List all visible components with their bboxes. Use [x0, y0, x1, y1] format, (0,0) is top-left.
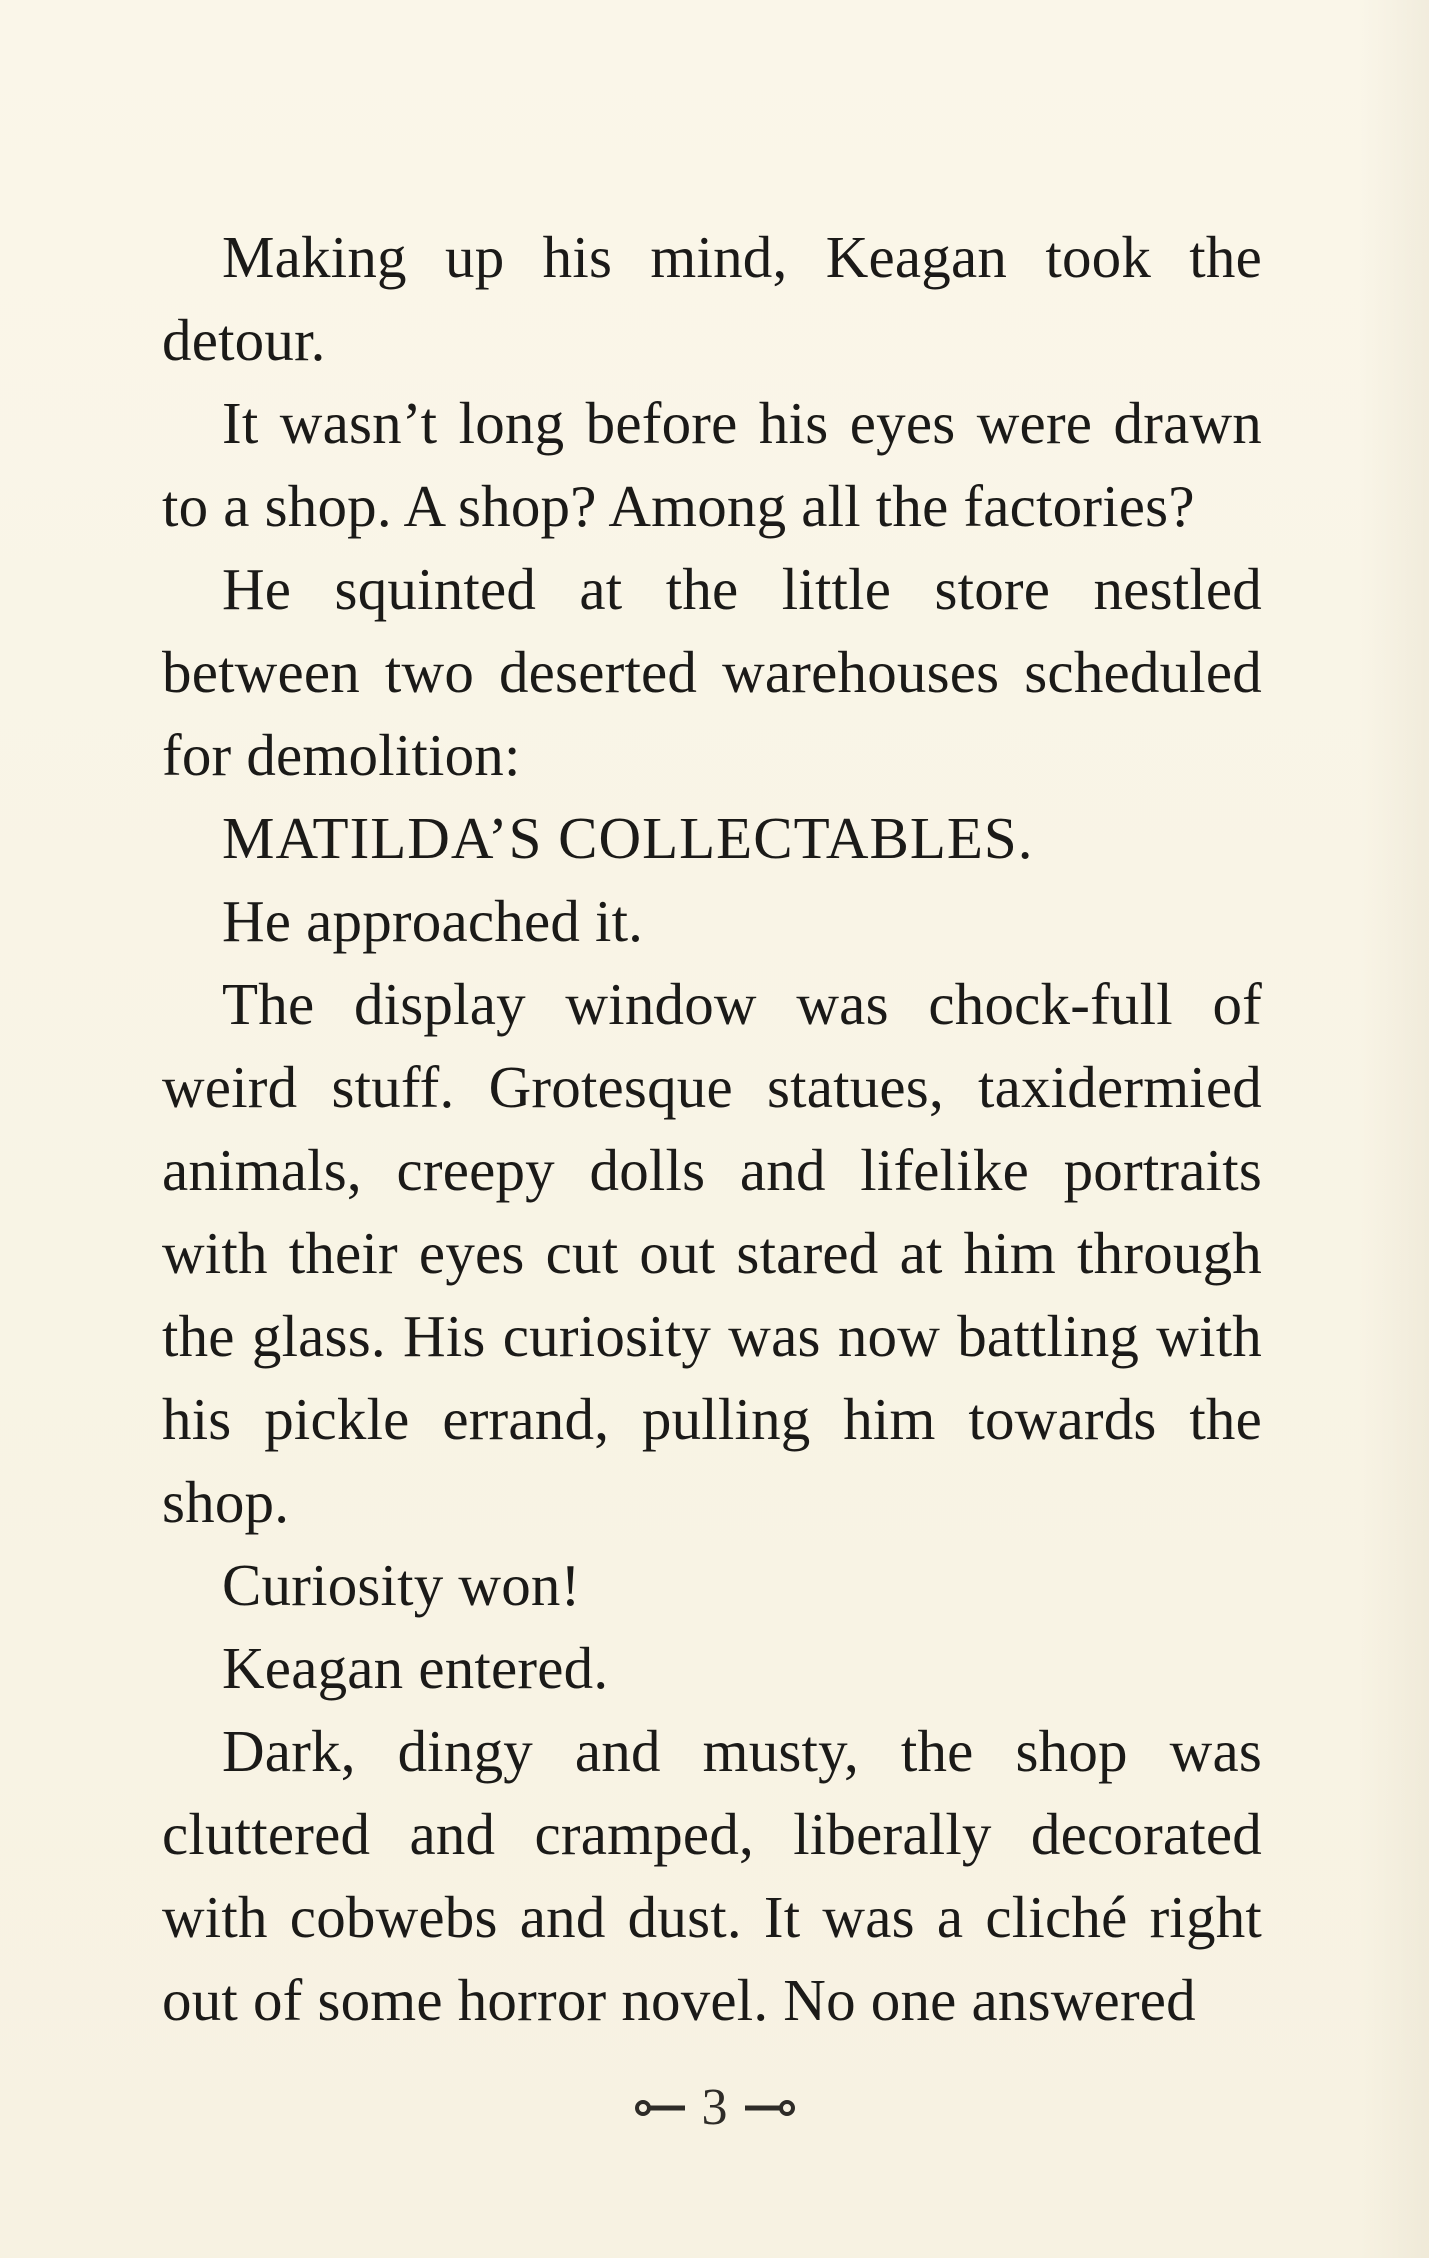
- page-edge-shadow: [1359, 0, 1429, 2258]
- page-footer: [0, 2078, 1429, 2137]
- paragraph: The display window was chock-full of weird stuff. Grotesque statues, taxidermied animals, creepy dolls and lifelike portraits with their eyes cut out stared at him through the glass. His curiosity was now battling with his pickle errand, pulling him towards the shop.: [162, 971, 1262, 1535]
- paragraph: It wasn’t long before his eyes were drawn to a shop. A shop? Among all the factories?: [162, 390, 1262, 539]
- paragraph: Curiosity won!: [222, 1552, 581, 1618]
- page-number: 3: [701, 2079, 728, 2136]
- paragraph: Making up his mind, Keagan took the detour.: [162, 224, 1262, 373]
- paragraph: Keagan entered.: [222, 1635, 609, 1701]
- key-left-icon: [634, 2097, 688, 2119]
- paragraph: He approached it.: [222, 888, 644, 954]
- paragraph: Dark, dingy and musty, the shop was cluttered and cramped, liberally decorated with cobwebs and dust. It was a cliché right out of some horror novel. No one answered: [162, 1718, 1262, 2033]
- paragraph: He squinted at the little store nestled between two deserted warehouses scheduled for demolition:: [162, 556, 1262, 788]
- body-text: [162, 216, 1262, 2042]
- key-right-icon: [742, 2097, 796, 2119]
- shop-sign-text: MATILDA’S COLLECTABLES.: [222, 805, 1034, 871]
